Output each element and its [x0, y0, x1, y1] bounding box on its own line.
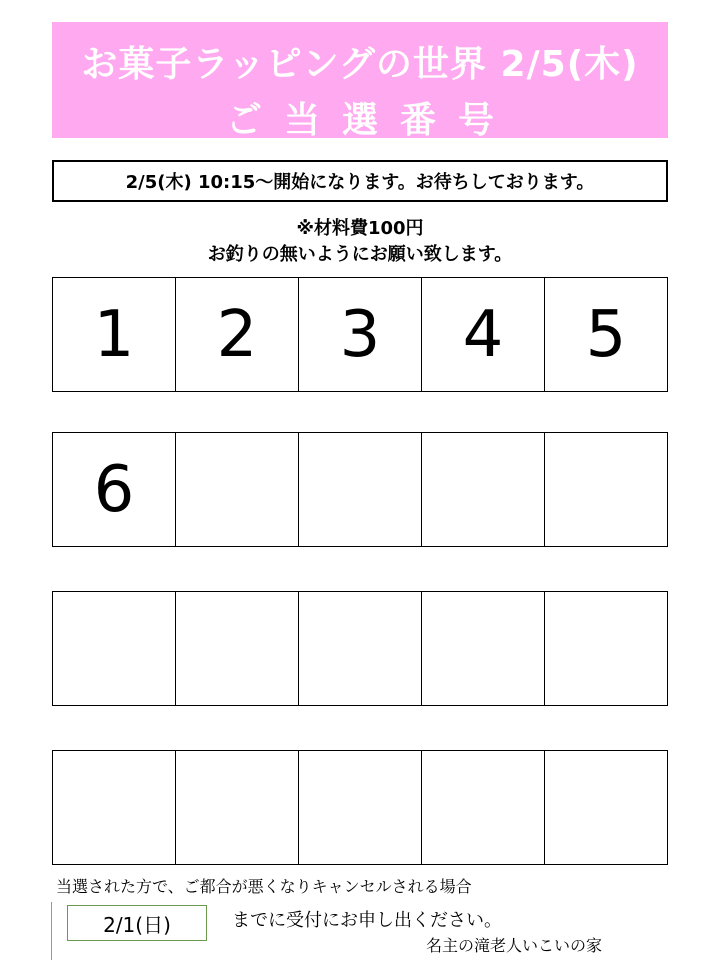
- number-cell: [545, 751, 667, 864]
- number-cell: 1: [53, 278, 176, 391]
- number-cell: [53, 751, 176, 864]
- cancellation-note: 当選された方で、ご都合が悪くなりキャンセルされる場合: [56, 877, 472, 896]
- number-cell: [176, 433, 299, 546]
- number-cell: [545, 433, 667, 546]
- number-cell: 5: [585, 297, 627, 372]
- number-cell: [299, 433, 422, 546]
- number-cell: 6: [53, 433, 176, 546]
- deadline-date-box: 2/1(日): [67, 905, 207, 941]
- number-cell: 3: [299, 278, 422, 391]
- number-cell: [422, 433, 545, 546]
- organization-name: 名主の滝老人いこいの家: [426, 936, 603, 955]
- number-row-1: [52, 277, 668, 392]
- winning-numbers-heading: ご当選番号: [225, 100, 516, 141]
- number-cell: [422, 751, 545, 864]
- number-cell: [422, 592, 545, 705]
- material-fee-note: ※材料費100円: [296, 218, 424, 239]
- number-cell: [53, 592, 176, 705]
- number-cell: [299, 592, 422, 705]
- divider: [51, 902, 52, 960]
- exact-change-note: お釣りの無いようにお願い致します。: [207, 244, 513, 265]
- number-cell: [176, 592, 299, 705]
- start-time-notice: 2/5(木) 10:15～開始になります。お待ちしております。: [52, 160, 668, 202]
- number-cell: [545, 592, 667, 705]
- event-title: お菓子ラッピングの世界 2/5(木): [81, 44, 639, 85]
- deadline-instruction: までに受付にお申し出ください。: [232, 910, 502, 931]
- number-row-4: [52, 750, 668, 865]
- number-cell: 2: [176, 278, 299, 391]
- number-row-3: [52, 591, 668, 706]
- number-cell: [299, 751, 422, 864]
- number-cell: [176, 751, 299, 864]
- number-row-2: [52, 432, 668, 547]
- number-cell: 4: [422, 278, 545, 391]
- title-banner: [52, 22, 668, 141]
